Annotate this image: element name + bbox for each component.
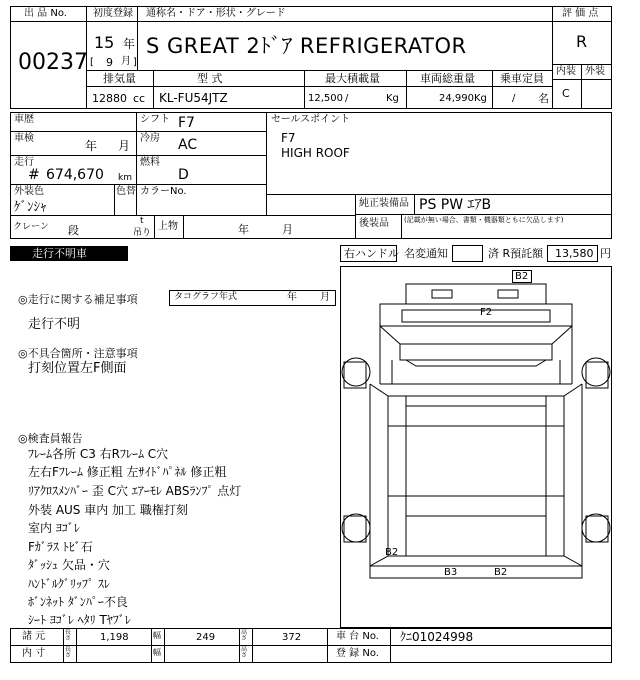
capacity-label: 乗車定員: [500, 72, 544, 85]
displacement-label: 排気量: [103, 72, 136, 85]
chassis-value: ｸﾆ01024998: [400, 630, 474, 644]
year-unit: 年: [123, 37, 136, 51]
name-change-box: [452, 245, 483, 262]
month-open-bracket: [: [90, 57, 94, 68]
inspector-line: ﾀﾞｯｼｭ 欠品・穴: [28, 558, 110, 572]
inspector-line: ﾊﾝﾄﾞﾙｸﾞﾘｯﾌﾟ ｽﾚ: [28, 577, 110, 591]
history-label: 車歴: [14, 114, 34, 125]
crane-ton-unit: t: [140, 216, 144, 226]
mileage-value: 674,670: [46, 167, 104, 183]
crane-label: クレーン: [13, 222, 49, 232]
body-label: 上物: [158, 221, 178, 232]
exterior-color-value: ｹﾞﾝｼｬ: [14, 200, 47, 215]
diagram-mark: B2: [515, 271, 529, 282]
gross-weight-unit: Kg: [474, 93, 487, 104]
height-value: 372: [282, 632, 302, 643]
diagram-mark: B2: [385, 547, 399, 558]
length-label: 長さ: [65, 646, 72, 659]
height-label: 高さ: [241, 646, 248, 659]
tachograph-year-unit: 年: [287, 292, 297, 303]
first-reg-label: 初度登録: [93, 8, 133, 19]
diagram-mark: B3: [444, 567, 458, 578]
chassis-label: 車 台 No.: [336, 631, 379, 642]
interior-label: 内装: [556, 66, 576, 77]
driving-title: ◎走行に関する補足事項: [18, 293, 138, 306]
inspector-line: 室内 ﾖｺﾞﾚ: [28, 521, 80, 535]
lot-no-label: 出 品 No.: [24, 8, 67, 19]
inspector-line: ﾘｱｸﾛｽﾒﾝﾊﾞｰ 歪 C穴 ｴｱｰﾓﾚ ABSﾗﾝﾌﾟ 点灯: [28, 484, 242, 498]
aftermarket-note: (記載が無い場合、書類・機器類ともに欠品します): [404, 216, 564, 224]
equipment-value: PS PW ｴｱB: [419, 197, 492, 213]
month-close-bracket: ]: [133, 57, 137, 68]
defects-title: ◎不具合箇所・注意事項: [18, 347, 138, 360]
reg-cell: [390, 645, 612, 663]
body-month-unit: 月: [282, 223, 293, 236]
width-label: 幅: [153, 648, 161, 657]
displacement-value: 12880: [92, 92, 127, 105]
color-code-label: 色替: [116, 186, 136, 197]
tachograph-month-unit: 月: [320, 292, 330, 303]
mileage-prefix: #: [28, 167, 40, 183]
model-label-cell: [153, 70, 305, 87]
length-cell-2: [76, 645, 152, 663]
aftermarket-label: 後装品: [359, 218, 389, 229]
sales-point-line-1: F7: [281, 131, 296, 145]
mileage-unit: km: [118, 173, 132, 183]
recycle-label: 済 R預託額: [488, 247, 544, 260]
height-label: 高さ: [241, 629, 248, 642]
interior-dim-label: 内 寸: [22, 648, 46, 659]
specs-label: 諸 元: [22, 631, 46, 642]
sales-points-label: セールスポイント: [271, 114, 351, 125]
shift-label: シフト: [140, 114, 170, 125]
recycle-amount: 13,580: [555, 247, 594, 260]
inspector-title: ◎検査員報告: [18, 432, 83, 445]
inspector-line: ﾌﾚｰﾑ各所 C3 右Rﾌﾚｰﾑ C穴: [28, 447, 169, 461]
grade-value: R: [576, 32, 588, 51]
max-load-value: 12,500: [308, 93, 343, 104]
max-load-slash: /: [345, 93, 349, 104]
diagram-mark: B2: [494, 567, 508, 578]
sales-point-line-2: HIGH ROOF: [281, 146, 350, 160]
equipment-label: 純正装備品: [359, 198, 409, 209]
first-reg-year: 15: [94, 33, 115, 52]
shift-value: F7: [178, 115, 195, 131]
inspection-month-unit: 月: [118, 139, 131, 153]
truck-diagram: [340, 266, 612, 628]
lot-no: 00237: [18, 50, 88, 75]
body-date-cell: [183, 215, 356, 239]
model-value: KL-FU54JTZ: [159, 91, 228, 105]
max-load-label: 最大積載量: [325, 72, 380, 85]
reg-label: 登 録 No.: [336, 648, 379, 659]
capacity-unit: 名: [538, 92, 549, 105]
grade-label: 評 価 点: [562, 8, 599, 19]
not-running-badge: 走行不明車: [10, 246, 128, 261]
month-unit: 月: [121, 56, 131, 67]
exterior-label: 外装: [585, 66, 605, 77]
color-no-label: カラーNo.: [140, 186, 187, 197]
vehicle-name: S GREAT 2ﾄﾞｱ REFRIGERATOR: [146, 34, 467, 58]
length-value: 1,198: [100, 632, 129, 643]
ac-value: AC: [178, 137, 198, 153]
diagram-mark: F2: [480, 307, 493, 318]
width-value: 249: [196, 632, 216, 643]
inspector-line: ｼｰﾄ ﾖｺﾞﾚ ﾍﾀﾘ Tﾔﾌﾞﾚ: [28, 613, 131, 627]
mileage-label: 走行: [14, 157, 34, 168]
driving-text: 走行不明: [28, 317, 81, 332]
fuel-value: D: [178, 167, 189, 183]
width-label: 幅: [153, 631, 161, 640]
inspector-line: 外装 AUS 車内 加工 職権打刻: [28, 503, 188, 517]
exterior-grade-cell: [581, 79, 612, 109]
recycle-unit: 円: [600, 247, 611, 260]
crane-stage-unit: 段: [68, 224, 79, 237]
gross-weight-label: 車両総重量: [420, 72, 475, 85]
first-reg-month: 9: [106, 56, 113, 69]
length-label: 長さ: [65, 629, 72, 642]
interior-grade: C: [562, 87, 570, 100]
max-load-unit: Kg: [386, 93, 399, 104]
inspection-label: 車検: [14, 133, 34, 144]
height-cell-2: [252, 645, 328, 663]
inspector-line: ﾎﾞﾝﾈｯﾄ ﾀﾞﾝﾊﾟｰ不良: [28, 595, 128, 609]
exterior-color-label: 外装色: [14, 186, 44, 197]
fuel-label: 燃料: [140, 157, 160, 168]
inspection-year-unit: 年: [85, 139, 98, 153]
model-label: 型 式: [197, 72, 223, 85]
ac-label: 冷房: [140, 133, 160, 144]
gross-weight-value: 24,990: [439, 93, 474, 104]
right-handle-label: 右ハンドル: [344, 247, 399, 260]
crane-hook-unit: 吊り: [133, 228, 152, 238]
capacity-slash: /: [512, 93, 516, 104]
inspector-line: 左右Fﾌﾚｰﾑ 修正粗 左ｻｲﾄﾞﾊﾟﾈﾙ 修正粗: [28, 465, 227, 479]
width-cell-2: [164, 645, 240, 663]
inspector-line: Fｶﾞﾗｽ ﾄﾋﾞ石: [28, 540, 93, 554]
tachograph-label: タコグラフ年式: [174, 292, 238, 302]
name-change-label: 名変通知: [404, 247, 448, 260]
displacement-unit: cc: [133, 92, 146, 105]
body-year-unit: 年: [238, 223, 249, 236]
name-label: 通称名・ドア・形状・グレード: [146, 8, 286, 19]
defects-text: 打刻位置左F側面: [28, 361, 127, 376]
